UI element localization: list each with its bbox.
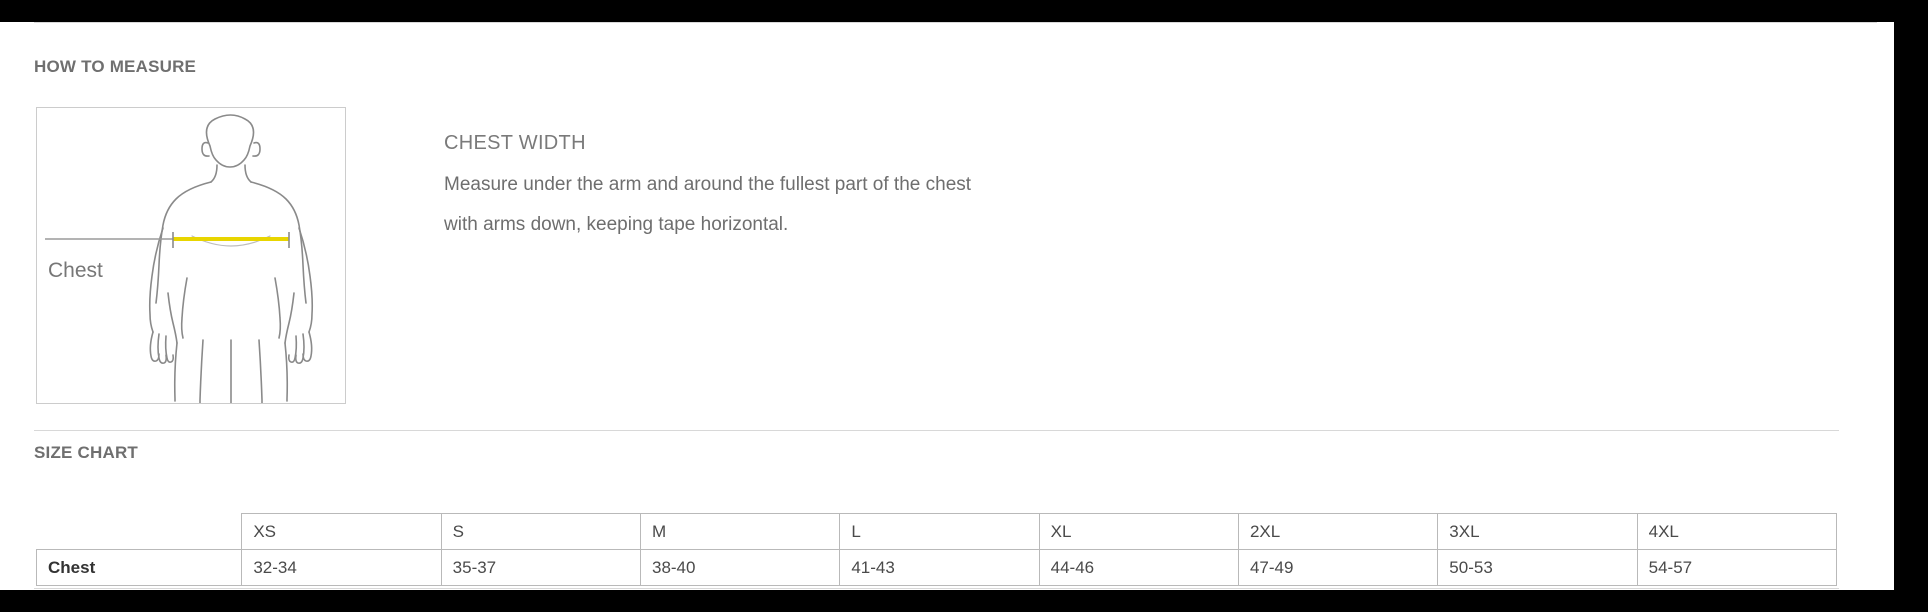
- cell-chest-m: 38-40: [640, 550, 839, 586]
- size-chart-heading: SIZE CHART: [34, 443, 138, 462]
- chest-figure-label: Chest: [48, 259, 103, 282]
- bottom-divider: [34, 588, 1839, 589]
- section-divider: [34, 430, 1839, 431]
- how-to-measure-heading: HOW TO MEASURE: [34, 57, 197, 76]
- column-header-l: L: [840, 514, 1039, 550]
- measurement-figure: [36, 107, 346, 404]
- column-header-m: M: [640, 514, 839, 550]
- column-header-s: S: [441, 514, 640, 550]
- body-diagram-icon: [37, 108, 345, 403]
- cell-chest-l: 41-43: [840, 550, 1039, 586]
- top-divider: [34, 22, 1877, 23]
- cell-chest-2xl: 47-49: [1238, 550, 1437, 586]
- column-header-2xl: 2XL: [1238, 514, 1437, 550]
- cell-chest-4xl: 54-57: [1637, 550, 1836, 586]
- size-chart-table: [36, 513, 1837, 586]
- table-row: [37, 550, 1837, 586]
- measurement-title: CHEST WIDTH: [444, 132, 586, 154]
- row-header-chest: Chest: [37, 550, 242, 586]
- cell-chest-xs: 32-34: [242, 550, 441, 586]
- cell-chest-xl: 44-46: [1039, 550, 1238, 586]
- measurement-instruction-line-2: with arms down, keeping tape horizontal.: [444, 214, 789, 235]
- cell-chest-s: 35-37: [441, 550, 640, 586]
- table-corner-cell: [37, 514, 242, 550]
- column-header-3xl: 3XL: [1438, 514, 1637, 550]
- cell-chest-3xl: 50-53: [1438, 550, 1637, 586]
- table-header-row: [37, 514, 1837, 550]
- column-header-xl: XL: [1039, 514, 1238, 550]
- measurement-instruction-line-1: Measure under the arm and around the fullest part of the chest: [444, 174, 972, 195]
- column-header-4xl: 4XL: [1637, 514, 1836, 550]
- column-header-xs: XS: [242, 514, 441, 550]
- size-guide-panel: [0, 22, 1894, 590]
